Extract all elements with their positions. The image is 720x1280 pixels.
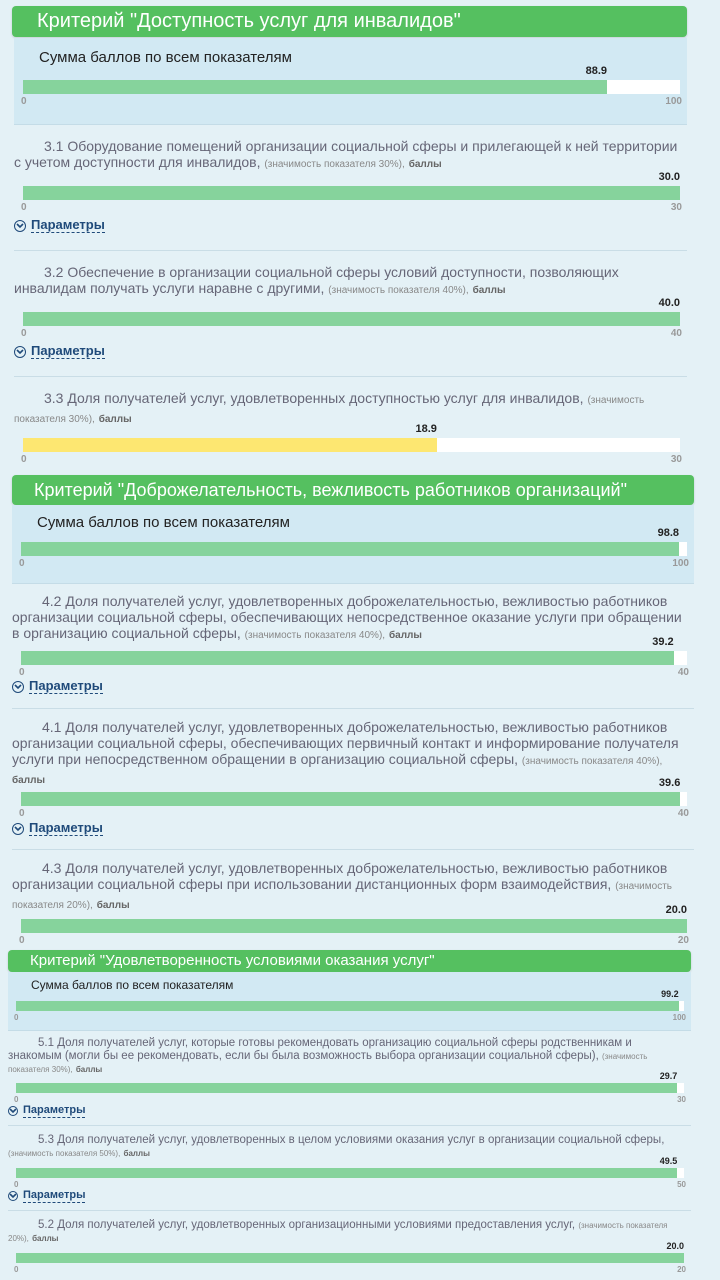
indicator-weight: (значимость показателя 40%), [521,756,663,767]
progress-bar [19,636,689,678]
axis-min: 0 [14,1180,19,1189]
indicator-weight: (значимость показателя 30%), [14,395,645,425]
axis-max: 20 [677,1265,686,1274]
progress-fill [23,186,680,200]
progress-value: 99.2 [661,989,679,999]
params-toggle[interactable] [12,679,103,694]
indicator-description: Доля получателей услуг, которые готовы рекомендовать организацию социальной сферы родственникам и знакомым (могли бы ее рекомендовать, если бы была возможность выбора организации социальной сферы), [8,1037,632,1062]
indicator-text [14,390,679,428]
unit-label: баллы [12,775,45,786]
indicator-description: Доля получателей услуг, удовлетворенных доступностью услуг для инвалидов, [67,390,584,406]
params-toggle[interactable] [14,218,105,233]
indicator-description: Доля получателей услуг, удовлетворенных доброжелательностью, вежливостью работников организации социальной сферы, обеспечивающих непосредственное оказание услуги при обращении в организацию социальной сферы, [12,593,682,641]
criterion-title: Критерий "Удовлетворенность условиями оказания услуг" [8,950,691,972]
progress-bar [21,65,682,107]
indicator-weight: (значимость показателя 20%), [12,881,672,911]
chevron-down-icon [14,220,26,232]
axis-max: 100 [672,1013,686,1022]
unit-label: баллы [96,900,130,911]
indicator-weight: (значимость показателя 40%), [244,630,386,641]
unit-label: баллы [123,1149,150,1158]
unit-label: баллы [408,159,442,170]
sum-label: Сумма баллов по всем показателям [39,49,292,66]
params-label: Параметры [23,1189,86,1201]
indicator-5-2 [8,1211,691,1279]
progress-value: 40.0 [658,297,680,309]
progress-fill [16,1253,684,1263]
axis-min: 0 [14,1095,19,1104]
indicator-weight: (значимость показателя 40%), [328,285,469,296]
progress-bar [14,1241,686,1274]
indicator-5-1 [8,1031,691,1126]
axis-min: 0 [21,202,27,213]
params-toggle[interactable] [12,821,103,836]
axis-max: 30 [670,202,682,213]
axis-min: 0 [19,667,25,678]
indicator-number: 3.2 [44,264,64,280]
sum-label: Сумма баллов по всем показателям [37,514,290,531]
indicator-text [12,719,692,789]
unit-label: баллы [388,630,422,641]
unit-label: баллы [75,1065,103,1074]
indicator-description: Доля получателей услуг, удовлетворенных доброжелательностью, вежливостью работников организации социальной сферы, обеспечивающих первичный контакт и информирование получателя услуги при непосредственном обращении в организацию социальной сферы, [12,719,679,767]
indicator-weight: (значимость показателя 20%), [8,1221,668,1243]
chevron-down-icon [8,1191,18,1201]
progress-value: 20.0 [665,904,687,916]
sum-panel [14,38,687,125]
progress-bar [21,171,682,213]
params-label: Параметры [31,217,105,232]
axis-min: 0 [19,808,25,819]
progress-fill [21,919,687,933]
indicator-text [8,1134,688,1160]
indicator-weight: (значимость показателя 50%), [8,1149,121,1158]
indicator-text [8,1037,688,1076]
params-label: Параметры [29,678,103,693]
indicator-3-1 [14,124,687,251]
indicator-description: Обеспечение в организации социальной сферы условий доступности, позволяющих инвалидам получать услуги наравне с другими, [14,264,619,296]
indicator-text [14,264,679,299]
progress-fill [23,438,437,452]
axis-min: 0 [21,328,27,339]
indicator-number: 4.2 [42,593,62,609]
progress-fill [23,312,680,326]
indicator-4-3 [12,850,694,946]
axis-max: 100 [665,96,682,107]
axis-min: 0 [14,1265,19,1274]
sum-panel [8,972,691,1031]
progress-fill [21,542,679,556]
progress-value: 88.9 [585,65,608,77]
params-label: Параметры [23,1104,86,1116]
indicator-number: 4.1 [42,719,62,735]
indicator-text [8,1219,688,1245]
progress-bar [14,1071,686,1104]
indicator-number: 5.3 [38,1134,54,1146]
progress-fill [16,1168,677,1178]
axis-max: 50 [677,1180,686,1189]
params-toggle[interactable] [8,1188,85,1203]
axis-max: 30 [670,454,682,465]
sum-panel [12,505,694,584]
indicator-number: 3.3 [44,390,64,406]
progress-value: 18.9 [415,423,437,435]
axis-min: 0 [21,96,27,107]
progress-fill [21,651,674,665]
progress-fill [16,1083,677,1093]
indicator-description: Оборудование помещений организации социальной сферы и прилегающей к ней территории с учетом доступности для инвалидов, [14,138,678,170]
indicator-description: Доля получателей услуг, удовлетворенных организационными условиями предоставления услуг, [57,1219,576,1231]
unit-label: баллы [98,414,132,425]
indicator-4-1 [12,709,694,850]
progress-value: 39.2 [652,636,674,648]
progress-fill [23,80,607,94]
indicator-text [12,593,692,644]
indicator-weight: (значимость показателя 30%), [8,1052,648,1074]
unit-label: баллы [32,1234,59,1243]
criterion-title: Критерий "Доброжелательность, вежливость работников организаций" [12,475,694,505]
axis-max: 40 [677,667,689,678]
axis-max: 100 [672,558,689,569]
axis-max: 40 [677,808,689,819]
chevron-down-icon [12,681,24,693]
params-label: Параметры [31,343,105,358]
chevron-down-icon [8,1106,18,1116]
axis-min: 0 [19,935,25,946]
progress-fill [21,792,680,806]
indicator-3-3 [14,376,687,472]
axis-min: 0 [21,454,27,465]
unit-label: баллы [472,285,506,296]
criterion-title: Критерий "Доступность услуг для инвалидов" [12,6,687,37]
progress-value: 20.0 [666,1241,684,1251]
indicator-5-3 [8,1126,691,1211]
indicator-description: Доля получателей услуг, удовлетворенных в целом условиями оказания услуг в организации социальной сферы, [57,1134,665,1146]
indicator-number: 5.1 [38,1037,54,1049]
indicator-4-2 [12,584,694,709]
chevron-down-icon [14,346,26,358]
progress-value: 29.7 [659,1071,678,1081]
progress-bar [19,527,689,569]
progress-value: 39.6 [658,777,681,789]
indicator-weight: (значимость показателя 30%), [264,159,405,170]
indicator-description: Доля получателей услуг, удовлетворенных доброжелательностью, вежливостью работников организации социальной сферы при использовании дистанционных форм взаимодействия, [12,860,668,892]
params-toggle[interactable] [14,344,105,359]
progress-bar [14,989,686,1022]
sum-label: Сумма баллов по всем показателям [31,978,234,992]
indicator-3-2 [14,250,687,377]
progress-bar [21,423,682,465]
indicator-text [12,860,692,914]
indicator-number: 3.1 [44,138,64,154]
indicator-number: 5.2 [38,1219,54,1231]
axis-max: 30 [677,1095,686,1104]
params-toggle[interactable] [8,1103,85,1118]
chevron-down-icon [12,823,24,835]
axis-max: 40 [670,328,682,339]
progress-bar [21,297,682,339]
progress-bar [14,1156,686,1189]
indicator-number: 4.3 [42,860,62,876]
progress-value: 49.5 [659,1156,678,1166]
progress-value: 98.8 [657,527,679,539]
progress-fill [16,1001,679,1011]
axis-min: 0 [19,558,25,569]
indicator-text [14,138,679,173]
params-label: Параметры [29,820,103,835]
axis-max: 20 [677,935,689,946]
axis-min: 0 [14,1013,19,1022]
progress-value: 30.0 [658,171,680,183]
